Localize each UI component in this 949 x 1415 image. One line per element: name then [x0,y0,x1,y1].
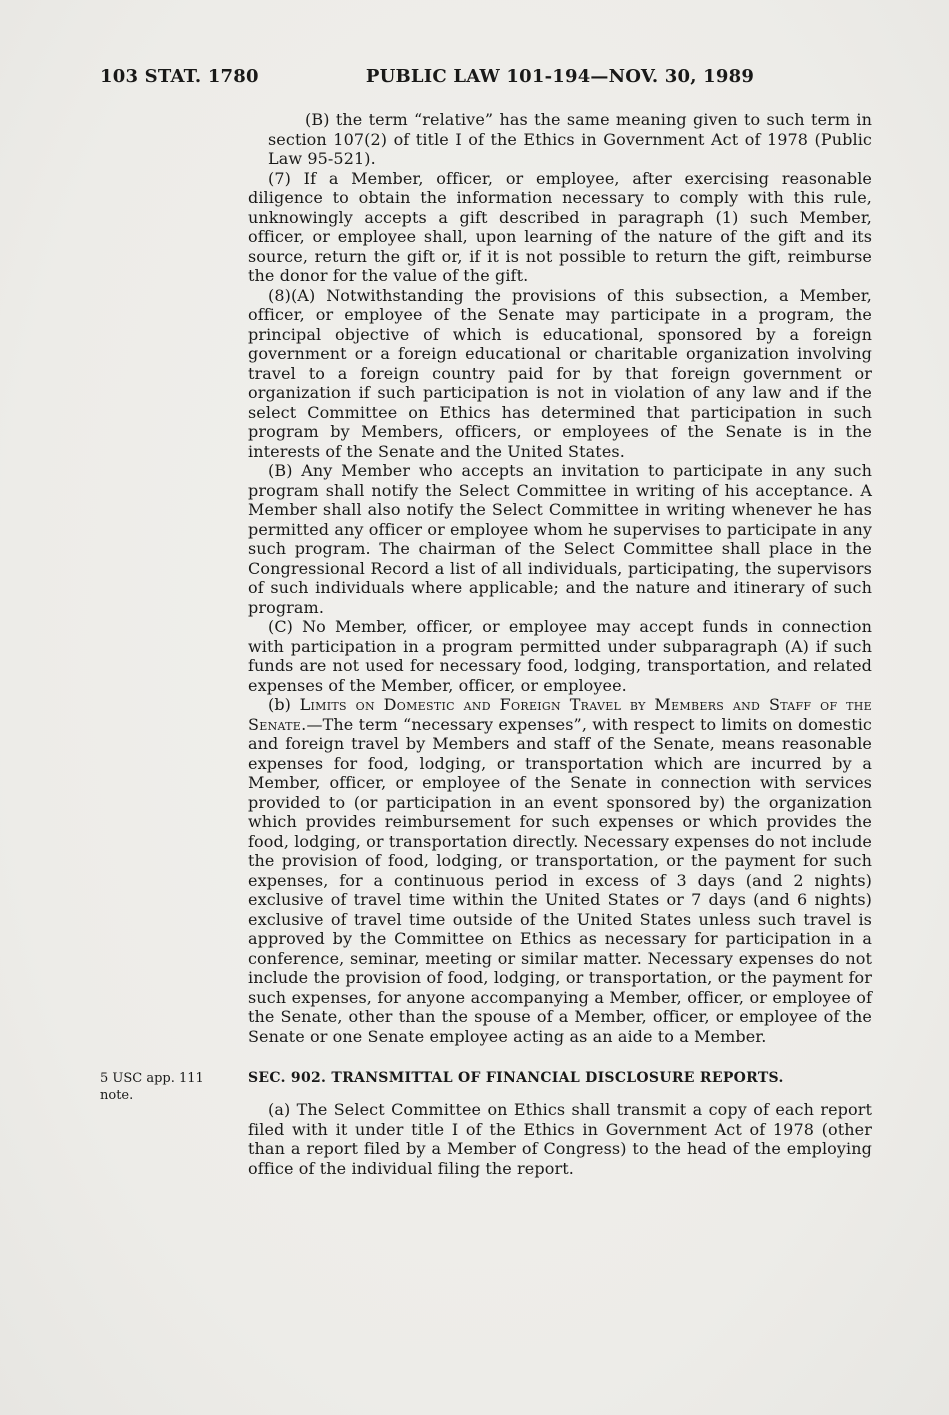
paragraph-8B-notification: (B) Any Member who accepts an invitation to participate in any such program shall notify the Select Committee in writing of his acceptance. A Member shall also notify the Select Committee in writing whenever he has permitted any officer or employee whom he supervises to participate in any such program. The chairman of the Select Committee shall place in the Congressional Record a list of all individuals, participating, the supervisors of such individuals where applicable; and the nature and itinerary of such program. [248,461,872,617]
section-902-paragraph-a: (a) The Select Committee on Ethics shall transmit a copy of each report filed with it under title I of the Ethics in Government Act of 1978 (other than a report filed by a Member of Congress) to the head of the employing office of the individual filing the report. [248,1100,872,1178]
body-text-column [100,110,872,1178]
paragraph-8A-foreign-travel-program: (8)(A) Notwithstanding the provisions of this subsection, a Member, officer, or employee of the Senate may participate in a program, the principal objective of which is educational, sponsored by a foreign government or a foreign educational or charitable organization involving travel to a foreign country paid for by that foreign government or organization if such participation is not in violation of any law and if the select Committee on Ethics has determined that participation in such program by Members, officers, or employees of the Senate is in the interests of the Senate and the United States. [248,285,872,461]
subsection-b-limits-travel [248,695,872,1046]
subsection-b-smallcaps-heading: Limits on Domestic and Foreign Travel by Members and Staff of the Senate. [248,695,872,734]
public-law-title: PUBLIC LAW 101-194—NOV. 30, 1989 [365,66,755,87]
paragraph-7-gift-return: (7) If a Member, officer, or employee, after exercising reasonable diligence to obtain the information necessary to comply with this rule, unknowingly accepts a gift described in paragraph (1) such Member, officer, or employee shall, upon learning of the nature of the gift and its source, return the gift or, if it is not possible to return the gift, reimburse the donor for the value of the gift. [248,168,872,285]
section-902-heading-row [100,1070,872,1103]
paragraph-B-relative-definition: (B) the term “relative” has the same meaning given to such term in section 107(2) of title I of the Ethics in Government Act of 1978 (Public Law 95-521). [268,110,872,168]
paragraph-8C-funds-restriction: (C) No Member, officer, or employee may accept funds in connection with participation in a program permitted under subparagraph (A) if such funds are not used for necessary food, lodging, transportation, and related expenses of the Member, officer, or employee. [248,617,872,695]
margin-note-usc-citation: 5 USC app. 111 note. [100,1071,204,1103]
statute-page-number: 103 STAT. 1780 [100,66,259,87]
section-902-heading: SEC. 902. TRANSMITTAL OF FINANCIAL DISCLOSURE REPORTS. [248,1070,784,1086]
subsection-b-text: —The term “necessary expenses”, with respect to limits on domestic and foreign travel by Members and staff of the Senate, means reasonable expenses for food, lodging, or transportation which are incurred by a Member, officer, or employee of the Senate in connection with services provided to (or participation in an event sponsored by) the organization which provides reimbursement for such expenses or which provides the food, lodging, or transportation directly. Necessary expenses do not include the provision of food, lodging, or transportation, or the payment for such expenses, for a continuous period in excess of 3 days (and 2 nights) exclusive of travel time within the United States or 7 days (and 6 nights) exclusive of travel time outside of the United States unless such travel is approved by the Committee on Ethics as necessary for participation in a conference, seminar, meeting or similar matter. Necessary expenses do not include the provision of food, lodging, or transportation, or the payment for such expenses, for anyone accompanying a Member, officer, or employee of the Senate, other than the spouse of a Member, officer, or employee of the Senate or one Senate employee acting as an aide to a Member. [248,714,872,1046]
subsection-b-label: (b) [268,695,300,714]
